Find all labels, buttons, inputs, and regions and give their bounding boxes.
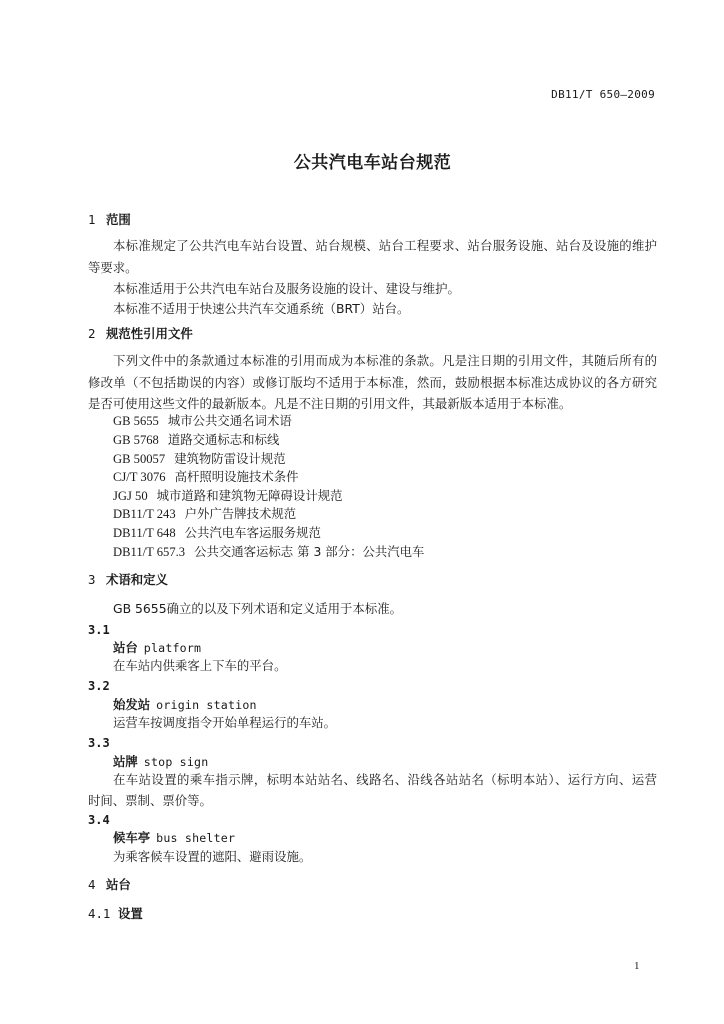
section-number: 1 [88, 212, 96, 227]
reference-title: 建筑物防雷设计规范 [174, 451, 286, 466]
reference-item [113, 505, 296, 523]
reference-item [113, 524, 321, 542]
reference-item [113, 431, 279, 449]
reference-title: 公共交通客运标志 第 3 部分：公共汽电车 [194, 544, 425, 559]
term-english: bus shelter [156, 831, 236, 845]
term-english: platform [143, 641, 202, 655]
paragraph-line: 是否可使用这些文件的最新版本。凡是不注日期的引用文件，其最新版本适用于本标准。 [88, 396, 572, 411]
reference-item [113, 412, 292, 430]
standard-number: DB11/T 650—2009 [551, 88, 655, 101]
paragraph: 本标准不适用于快速公共汽车交通系统（BRT）站台。 [113, 301, 410, 316]
reference-item [113, 543, 424, 561]
paragraph: GB 5655确立的以及下列术语和定义适用于本标准。 [113, 601, 402, 616]
reference-code: DB11/T 657.3 [113, 545, 186, 559]
reference-code: GB 50057 [113, 452, 166, 466]
reference-code: GB 5768 [113, 433, 159, 447]
reference-code: CJ/T 3076 [113, 470, 166, 484]
reference-item [113, 487, 343, 505]
section-1-heading [88, 211, 131, 229]
section-number: 2 [88, 326, 96, 341]
section-number: 3 [88, 572, 96, 587]
term-entry [113, 829, 235, 847]
section-2-heading [88, 325, 193, 343]
reference-code: GB 5655 [113, 414, 159, 428]
reference-code: DB11/T 243 [113, 507, 176, 521]
reference-item [113, 468, 299, 486]
paragraph-line: 本标准规定了公共汽电车站台设置、站台规模、站台工程要求、站台服务设施、站台及设施的维护 [113, 238, 657, 253]
reference-title: 公共汽电车客运服务规范 [184, 525, 321, 540]
reference-code: JGJ 50 [113, 489, 148, 503]
reference-title: 道路交通标志和标线 [167, 432, 280, 447]
term-definition: 时间、票制、票价等。 [88, 793, 212, 808]
reference-title: 户外广告牌技术规范 [184, 506, 297, 521]
page-number: 1 [634, 960, 640, 972]
term-entry [113, 639, 201, 657]
page-title: 公共汽电车站台规范 [293, 153, 452, 173]
paragraph-line: 下列文件中的条款通过本标准的引用而成为本标准的条款。凡是注日期的引用文件，其随后所有的 [113, 353, 657, 368]
term-english: stop sign [143, 755, 209, 769]
reference-title: 高杆照明设施技术条件 [174, 469, 299, 484]
reference-item [113, 450, 286, 468]
section-3-heading [88, 571, 168, 589]
term-definition: 在车站内供乘客上下车的平台。 [113, 658, 287, 673]
term-definition: 在车站设置的乘车指示牌，标明本站站名、线路名、沿线各站站名（标明本站）、运行方向、运营 [113, 772, 657, 787]
term-english: origin station [156, 698, 257, 712]
reference-title: 城市道路和建筑物无障碍设计规范 [156, 488, 343, 503]
section-title: 范围 [106, 212, 131, 227]
term-chinese: 始发站 [113, 697, 151, 712]
subsection-4-1-heading [88, 905, 143, 923]
clause-number: 3.1 [88, 623, 110, 637]
section-title: 术语和定义 [106, 572, 168, 587]
paragraph-line: 修改单（不包括勘误的内容）或修订版均不适用于本标准，然而，鼓励根据本标准达成协议的各方研究 [88, 375, 657, 390]
subsection-number: 4.1 [88, 906, 111, 921]
term-chinese: 站牌 [113, 754, 138, 769]
section-title: 站台 [106, 877, 131, 892]
reference-code: DB11/T 648 [113, 526, 176, 540]
term-definition: 为乘客候车设置的遮阳、避雨设施。 [113, 849, 312, 864]
section-number: 4 [88, 877, 96, 892]
clause-number: 3.3 [88, 736, 110, 750]
term-chinese: 候车亭 [113, 830, 151, 845]
term-definition: 运营车按调度指令开始单程运行的车站。 [113, 715, 337, 730]
section-4-heading [88, 876, 131, 894]
term-entry [113, 753, 208, 771]
term-chinese: 站台 [113, 640, 138, 655]
reference-title: 城市公共交通名词术语 [167, 413, 292, 428]
paragraph: 本标准适用于公共汽电车站台及服务设施的设计、建设与维护。 [113, 281, 460, 296]
clause-number: 3.2 [88, 679, 110, 693]
clause-number: 3.4 [88, 813, 110, 827]
term-entry [113, 696, 257, 714]
subsection-title: 设置 [118, 906, 143, 921]
section-title: 规范性引用文件 [106, 326, 193, 341]
paragraph-line: 等要求。 [88, 260, 138, 275]
